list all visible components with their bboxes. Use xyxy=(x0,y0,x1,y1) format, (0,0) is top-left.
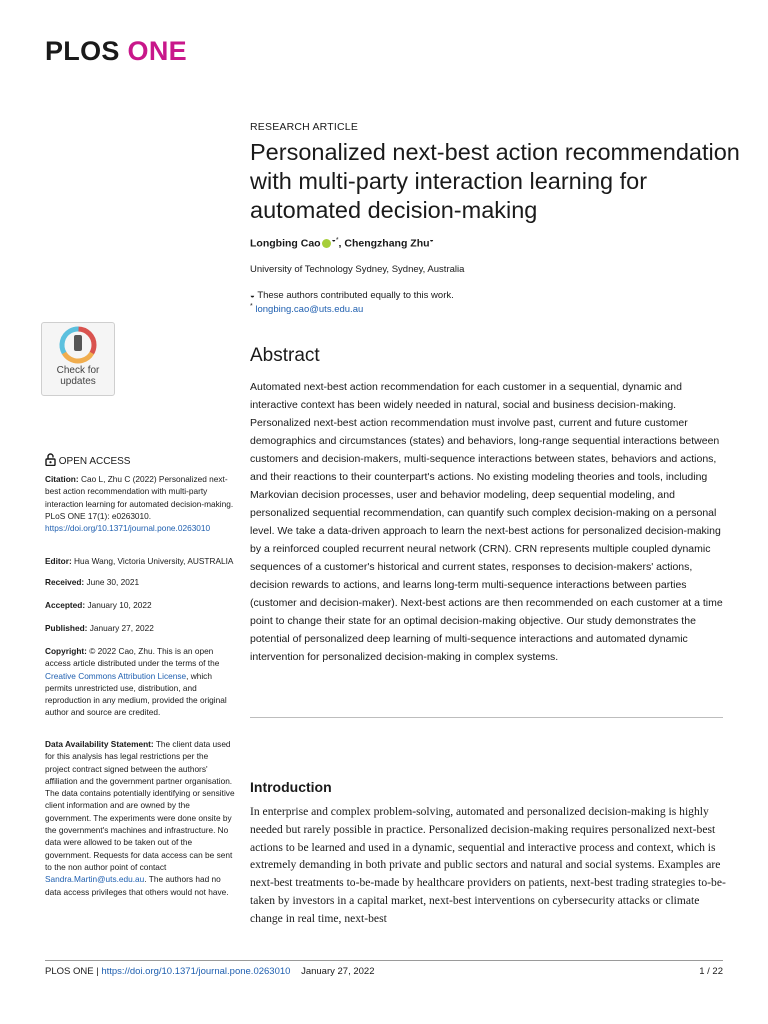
author-list xyxy=(250,237,434,250)
corresponding-note xyxy=(250,303,363,315)
license-link[interactable]: Creative Commons Attribution License xyxy=(45,670,187,681)
published-text: January 27, 2022 xyxy=(89,623,154,633)
open-access-text: OPEN ACCESS xyxy=(58,456,131,467)
citation-text: Cao L, Zhu C (2022) Personalized next-best action recommendation with multi-party interaction learning for automated decision-making. PLoS ONE 17(1): e0263010. xyxy=(45,474,234,521)
citation-label: Citation: xyxy=(45,474,79,484)
check-line1: Check for xyxy=(56,365,100,376)
data-availability-text-end: . The authors had no data access privileges that others would not have. xyxy=(45,874,229,897)
author-email-link[interactable]: longbing.cao@uts.edu.au xyxy=(255,304,364,316)
abstract-heading: Abstract xyxy=(250,345,320,366)
author-zhu[interactable]: Chengzhang Zhu xyxy=(344,237,430,250)
check-for-updates-label xyxy=(42,365,114,387)
received-text: June 30, 2021 xyxy=(86,577,140,587)
equal-contribution-icon: ◒ xyxy=(331,237,336,244)
corresponding-mark: * xyxy=(335,237,339,244)
editor-text: Hua Wang, Victoria University, AUSTRALIA xyxy=(74,556,234,566)
data-contact-email-link[interactable]: Sandra.Martin@uts.edu.au xyxy=(45,874,145,885)
accepted-label: Accepted: xyxy=(45,600,86,610)
copyright-block xyxy=(45,645,235,719)
citation-block xyxy=(45,473,235,534)
footer-separator: | xyxy=(93,966,102,977)
introduction-text: In enterprise and complex problem-solving, automated and personalized decision-making is highly needed but rarely possible in practice. Personalized decision-making requires personalized next-best actions to be learned and used in a dynamic, sequential and interactive process and context, which is extremely demanding in both private and public sectors and natural and social systems. Examples are next-best treatments to-be-made by healthcare providers on patients, next-best trading strategies to-be-taken by investors in a capital market, next-best interventions on cybersecurity attacks or climate change in real time, next-best xyxy=(250,805,726,925)
open-access-lock-icon xyxy=(45,453,56,466)
author-separator: , xyxy=(338,237,345,250)
corresponding-symbol: * xyxy=(250,303,253,310)
journal-logo xyxy=(45,36,187,67)
footer-doi-link[interactable]: https://doi.org/10.1371/journal.pone.0263010 xyxy=(101,966,291,977)
editor-block xyxy=(45,555,235,567)
footer-date: January 27, 2022 xyxy=(301,966,375,977)
received-block xyxy=(45,576,235,588)
data-availability-block xyxy=(45,738,235,898)
author-cao[interactable]: Longbing Cao xyxy=(250,237,321,250)
received-label: Received: xyxy=(45,577,85,587)
affiliation: University of Technology Sydney, Sydney, Australia xyxy=(250,264,465,275)
footer-journal: PLOS ONE xyxy=(45,966,94,977)
published-label: Published: xyxy=(45,623,88,633)
article-type: RESEARCH ARTICLE xyxy=(250,121,359,133)
accepted-text: January 10, 2022 xyxy=(87,600,152,610)
editor-label: Editor: xyxy=(45,556,72,566)
copyright-text: © 2022 Cao, Zhu. This is an open access article distributed under the terms of the xyxy=(45,646,220,669)
data-availability-label: Data Availability Statement: xyxy=(45,739,154,749)
published-block xyxy=(45,622,235,634)
abstract-divider xyxy=(250,717,723,718)
page-number: 1 / 22 xyxy=(699,966,723,977)
data-availability-text: The client data used for this analysis has legal restrictions per the project contract signed between the authors' affiliation and the government partner organisation. The data contains potentially identifying or sensitive client information and are owned by the government. The experiments were done onsite by the government's machines and infrastructure. No data were allowed to be taken out of the government. Requests for data access can be sent to the non author point of contact xyxy=(45,739,235,872)
introduction-heading: Introduction xyxy=(250,779,332,795)
equal-contribution-text: These authors contributed equally to this work. xyxy=(257,290,454,301)
abstract-text: Automated next-best action recommendation for each customer in a sequential, dynamic and interactive context has been widely needed in natural, social and business decision-making. Personalized next-best action recommendation must involve past, current and future customer demographics and circumstances (states) and behaviors, long-range sequential interactions between customers and decision-makers, multi-sequence interactions between states, behaviors and actions, and their reactions to their counterpart's actions. No existing modeling theories and tools, including Markovian decision processes, user and behavior modeling, deep sequential modeling, and personalized sequential recommendation, can quantify such complex decision-making on a personal level. We take a data-driven approach to learn the next-best actions for personalized decision-making by a reinforced coupled recurrent neural network (CRN). CRN represents multiple coupled dynamic sequences of a customer's historical and current states, responses to decision-makers' actions, decision rewards to actions, and learns long-term multi-sequence interactions between parties (customer and decision-maker). Next-best actions are then recommended on each customer at a time point to change their state for an optimal decision-making objective. Our study demonstrates the potential of personalized deep learning of multi-sequence interactions and automated dynamic intervention for personalized decision-making in complex systems. xyxy=(250,381,723,663)
check-for-updates-icon xyxy=(42,323,114,367)
copyright-label: Copyright: xyxy=(45,646,87,656)
logo-plos: PLOS xyxy=(45,36,120,66)
footer-divider xyxy=(45,960,723,961)
page-footer xyxy=(45,966,375,977)
equal-contribution-icon: ◒ xyxy=(429,237,434,244)
citation-doi-link[interactable]: https://doi.org/10.1371/journal.pone.0263010 xyxy=(45,523,211,534)
accepted-block xyxy=(45,599,235,611)
article-title: Personalized next-best action recommendation with multi-party interaction learning for automated decision-making xyxy=(250,139,740,223)
check-line2: updates xyxy=(60,376,96,387)
equal-contribution-icon: ◒ xyxy=(250,291,255,300)
equal-contribution-note xyxy=(250,290,454,301)
open-access-label xyxy=(45,453,130,467)
copyright-text-end: , which permits unrestricted use, distribution, and reproduction in any medium, provided the original author and source are credited. xyxy=(45,670,227,718)
orcid-icon[interactable] xyxy=(322,239,331,248)
logo-one: ONE xyxy=(127,36,187,66)
check-for-updates-badge[interactable] xyxy=(41,322,115,396)
